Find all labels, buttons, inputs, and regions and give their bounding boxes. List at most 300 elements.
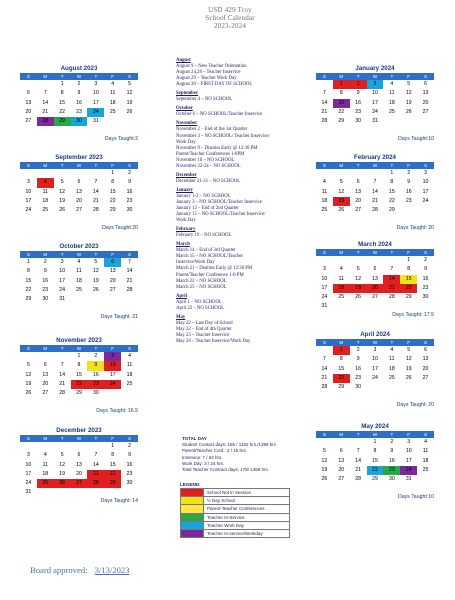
month-grid bbox=[316, 73, 434, 136]
day-cell: 24 bbox=[25, 480, 32, 487]
day-cell: 21 bbox=[372, 197, 378, 204]
empty-cell bbox=[316, 256, 333, 265]
weekday-header: M bbox=[333, 162, 350, 169]
month-title: February 2024 bbox=[354, 154, 396, 161]
day-cell: 22 bbox=[104, 470, 121, 479]
day-cell: 27 bbox=[338, 476, 345, 483]
weekday-header: T bbox=[54, 435, 71, 442]
weekday-header: S bbox=[316, 73, 333, 80]
month-calendar bbox=[20, 153, 138, 232]
weekday-header: S bbox=[121, 251, 138, 258]
day-cell: 25 bbox=[109, 108, 116, 115]
weekday-header: T bbox=[87, 345, 104, 352]
calendar-title: School Calendar bbox=[205, 14, 255, 22]
day-cell: 8 bbox=[373, 448, 377, 455]
day-cell: 5 bbox=[128, 81, 132, 87]
day-cell: 2 bbox=[128, 443, 132, 449]
empty-cell bbox=[333, 126, 350, 135]
event-line: May 24 – Teacher Inservice/Work Day bbox=[176, 338, 251, 344]
district-name: USD 429 Troy bbox=[208, 6, 252, 14]
weekday-header: S bbox=[20, 345, 37, 352]
day-cell: 21 bbox=[87, 470, 104, 479]
day-cell: 2 bbox=[43, 259, 47, 265]
days-taught: Days Taught: 16.5 bbox=[96, 407, 138, 414]
empty-cell bbox=[417, 117, 434, 126]
weekday-header: F bbox=[104, 345, 121, 352]
month-grid bbox=[20, 435, 138, 498]
empty-cell bbox=[37, 442, 54, 451]
day-cell: 27 bbox=[355, 207, 362, 214]
month-title: November 2023 bbox=[56, 337, 102, 344]
day-cell: 29 bbox=[109, 207, 116, 214]
empty-cell bbox=[20, 352, 37, 361]
approved-date-link[interactable]: 3/13/2023 bbox=[94, 565, 130, 575]
day-cell: 7 bbox=[43, 90, 47, 97]
weekday-header: M bbox=[37, 251, 54, 258]
day-cell: 9 bbox=[424, 266, 428, 273]
day-cell: 21 bbox=[321, 374, 328, 381]
event-month-title: January bbox=[176, 187, 194, 193]
weekday-header: T bbox=[350, 339, 367, 346]
day-cell: 28 bbox=[321, 118, 328, 125]
weekday-header: S bbox=[417, 162, 434, 169]
day-cell: 11 bbox=[338, 275, 344, 282]
day-cell: 30 bbox=[355, 118, 362, 125]
weekday-header: M bbox=[37, 162, 54, 169]
day-cell: 15 bbox=[109, 461, 116, 468]
empty-cell bbox=[316, 484, 333, 493]
day-cell: 23 bbox=[126, 197, 133, 204]
empty-cell bbox=[121, 398, 138, 407]
event-line: April 1 – NO SCHOOL bbox=[176, 299, 222, 305]
legend-item bbox=[180, 530, 290, 538]
day-cell: 13 bbox=[422, 356, 429, 363]
day-cell: 8 bbox=[339, 356, 343, 363]
empty-cell bbox=[316, 215, 333, 224]
day-cell: 29 bbox=[388, 207, 395, 214]
day-cell: 25 bbox=[37, 479, 54, 488]
day-cell: 5 bbox=[339, 179, 343, 186]
day-cell: 7 bbox=[390, 266, 394, 273]
empty-cell bbox=[54, 304, 71, 313]
day-cell: 28 bbox=[126, 286, 133, 293]
day-cell: 2 bbox=[390, 439, 394, 445]
legend-swatch bbox=[181, 497, 204, 504]
day-cell: 4 bbox=[322, 179, 326, 186]
empty-cell bbox=[417, 475, 434, 484]
empty-cell bbox=[37, 488, 54, 497]
empty-cell bbox=[383, 256, 400, 265]
day-cell: 8 bbox=[60, 90, 64, 97]
day-cell: 10 bbox=[422, 179, 429, 186]
day-cell: 1 bbox=[77, 353, 81, 359]
day-cell: 28 bbox=[372, 207, 378, 214]
legend-label: Teacher In-service/Workday bbox=[207, 531, 263, 537]
day-cell: 19 bbox=[126, 99, 133, 106]
day-cell: 3 bbox=[104, 352, 121, 361]
empty-cell bbox=[400, 215, 417, 224]
weekday-header: W bbox=[367, 249, 384, 256]
day-cell: 26 bbox=[59, 207, 66, 214]
weekday-header: W bbox=[367, 162, 384, 169]
month-title: October 2023 bbox=[59, 243, 99, 250]
event-line: Parent/Teacher Conference 1-8 PM bbox=[176, 272, 244, 278]
day-cell: 22 bbox=[109, 197, 116, 204]
totals-title: TOTAL DAY bbox=[182, 436, 207, 441]
day-cell: 22 bbox=[400, 284, 417, 293]
empty-cell bbox=[71, 398, 88, 407]
day-cell: 29 bbox=[338, 384, 345, 391]
empty-cell bbox=[417, 302, 434, 311]
empty-cell bbox=[367, 383, 384, 392]
day-cell: 16 bbox=[355, 365, 362, 372]
weekday-header: W bbox=[367, 339, 384, 346]
totals-box bbox=[182, 436, 310, 473]
day-cell: 4 bbox=[339, 266, 343, 273]
legend-label: School Not in Session bbox=[207, 490, 252, 496]
day-cell: 30 bbox=[422, 294, 429, 301]
weekday-header: T bbox=[54, 251, 71, 258]
day-cell: 28 bbox=[355, 476, 362, 483]
day-cell: 9 bbox=[356, 356, 360, 363]
empty-cell bbox=[333, 438, 350, 447]
day-cell: 26 bbox=[126, 108, 133, 115]
event-line: November 10 – NO SCHOOL bbox=[176, 157, 235, 163]
empty-cell bbox=[20, 442, 37, 451]
day-cell: 25 bbox=[338, 294, 345, 301]
event-month-title: March bbox=[176, 242, 190, 248]
day-cell: 10 bbox=[59, 268, 66, 275]
day-cell: 7 bbox=[60, 362, 64, 369]
day-cell: 23 bbox=[405, 197, 412, 204]
day-cell: 12 bbox=[92, 268, 99, 275]
day-cell: 4 bbox=[390, 347, 394, 353]
event-month-title: April bbox=[176, 293, 187, 299]
weekday-header: T bbox=[87, 435, 104, 442]
month-title: March 2024 bbox=[358, 241, 392, 248]
day-cell: 3 bbox=[94, 81, 98, 87]
day-cell: 13 bbox=[76, 188, 82, 195]
day-cell: 20 bbox=[25, 108, 32, 115]
weekday-header: M bbox=[37, 73, 54, 80]
empty-cell bbox=[350, 126, 367, 135]
event-line: Work Day bbox=[176, 218, 196, 224]
legend-rows bbox=[180, 488, 290, 538]
day-cell: 9 bbox=[407, 179, 411, 186]
month-grid bbox=[20, 162, 138, 225]
day-cell: 4 bbox=[77, 259, 81, 265]
day-cell: 30 bbox=[355, 384, 362, 391]
day-cell: 23 bbox=[355, 374, 362, 381]
day-cell: 15 bbox=[25, 277, 32, 284]
empty-cell bbox=[333, 392, 350, 401]
day-cell: 18 bbox=[422, 457, 429, 464]
day-cell: 7 bbox=[322, 356, 326, 363]
empty-cell bbox=[104, 398, 121, 407]
day-cell: 18 bbox=[76, 277, 82, 284]
event-section bbox=[176, 121, 310, 169]
day-cell: 19 bbox=[92, 277, 99, 284]
weekday-header: S bbox=[417, 73, 434, 80]
day-cell: 27 bbox=[71, 479, 88, 488]
day-cell: 29 bbox=[54, 117, 71, 126]
weekday-header: W bbox=[71, 73, 88, 80]
event-section bbox=[176, 106, 310, 118]
empty-cell bbox=[367, 169, 384, 178]
legend-title: LEGEND: bbox=[180, 482, 201, 487]
event-line: May 22 – Last Day of School bbox=[176, 320, 233, 326]
month-grid bbox=[316, 339, 434, 402]
day-cell: 6 bbox=[424, 81, 428, 87]
day-cell: 31 bbox=[25, 489, 32, 496]
day-cell: 26 bbox=[321, 476, 328, 483]
empty-cell bbox=[54, 398, 71, 407]
day-cell: 19 bbox=[350, 284, 367, 293]
day-cell: 24 bbox=[87, 108, 104, 117]
day-cell: 11 bbox=[422, 448, 429, 455]
empty-cell bbox=[383, 383, 400, 392]
weekday-header: W bbox=[367, 431, 384, 438]
empty-cell bbox=[350, 392, 367, 401]
event-line: November 9 – Dismiss Early @ 12:30 PM bbox=[176, 145, 258, 151]
day-cell: 25 bbox=[126, 380, 133, 387]
event-line: May 22 – End of 4th Quarter bbox=[176, 326, 232, 332]
event-line: Inservice/Work Day bbox=[176, 260, 215, 266]
day-cell: 17 bbox=[372, 365, 378, 372]
days-taught: Days Taught: 17.5 bbox=[392, 311, 434, 318]
day-cell: 3 bbox=[26, 179, 30, 186]
day-cell: 19 bbox=[405, 99, 412, 106]
day-cell: 10 bbox=[372, 356, 378, 363]
empty-cell bbox=[316, 80, 333, 89]
day-cell: 21 bbox=[92, 197, 99, 204]
month-calendar bbox=[316, 240, 434, 319]
day-cell: 20 bbox=[76, 470, 82, 477]
empty-cell bbox=[54, 169, 71, 178]
day-cell: 15 bbox=[76, 371, 82, 378]
day-cell: 10 bbox=[25, 461, 32, 468]
empty-cell bbox=[417, 126, 434, 135]
day-cell: 11 bbox=[389, 90, 395, 97]
day-cell: 11 bbox=[126, 362, 133, 369]
day-cell: 12 bbox=[321, 457, 328, 464]
day-cell: 26 bbox=[405, 108, 412, 115]
weekday-header: F bbox=[104, 251, 121, 258]
empty-cell bbox=[87, 398, 104, 407]
empty-cell bbox=[367, 126, 384, 135]
empty-cell bbox=[54, 215, 71, 224]
day-cell: 21 bbox=[383, 284, 400, 293]
empty-cell bbox=[37, 352, 54, 361]
empty-cell bbox=[350, 215, 367, 224]
day-cell: 16 bbox=[126, 461, 133, 468]
weekday-header: T bbox=[350, 73, 367, 80]
event-line: August 29 – Teacher Work Day bbox=[176, 76, 237, 82]
event-line: August 9 – New Teacher Orientation bbox=[176, 64, 247, 70]
legend-swatch bbox=[181, 514, 204, 521]
event-month-title: December bbox=[176, 172, 197, 178]
day-cell: 5 bbox=[356, 266, 360, 273]
day-cell: 10 bbox=[405, 448, 412, 455]
day-cell: 18 bbox=[388, 365, 395, 372]
day-cell: 6 bbox=[26, 90, 30, 97]
day-cell: 5 bbox=[60, 452, 64, 459]
empty-cell bbox=[383, 302, 400, 311]
weekday-header: T bbox=[350, 431, 367, 438]
day-cell: 8 bbox=[339, 90, 343, 97]
day-cell: 14 bbox=[383, 275, 400, 284]
day-cell: 19 bbox=[59, 197, 66, 204]
day-cell: 20 bbox=[109, 277, 116, 284]
empty-cell bbox=[417, 383, 434, 392]
weekday-header: M bbox=[37, 435, 54, 442]
event-line: March 14 – End of 3rd Quarter bbox=[176, 248, 236, 254]
day-cell: 10 bbox=[25, 188, 32, 195]
event-month-title: August bbox=[176, 58, 191, 63]
day-cell: 1 bbox=[333, 80, 350, 89]
weekday-header: W bbox=[71, 435, 88, 442]
event-line: May 23 – Teacher Inservice bbox=[176, 332, 230, 338]
day-cell: 22 bbox=[71, 380, 88, 389]
weekday-header: T bbox=[350, 162, 367, 169]
empty-cell bbox=[383, 126, 400, 135]
event-line: March 22 – NO SCHOOL bbox=[176, 278, 227, 284]
days-taught: Days Taught: 20 bbox=[396, 224, 434, 231]
empty-cell bbox=[400, 484, 417, 493]
day-cell: 14 bbox=[42, 99, 49, 106]
approved-label: Board approved: bbox=[30, 565, 88, 575]
empty-cell bbox=[104, 215, 121, 224]
empty-cell bbox=[87, 304, 104, 313]
day-cell: 2 bbox=[128, 170, 132, 176]
day-cell: 29 bbox=[76, 390, 82, 397]
day-cell: 15 bbox=[338, 365, 345, 372]
day-cell: 17 bbox=[109, 371, 116, 378]
month-grid bbox=[20, 251, 138, 314]
month-calendar bbox=[20, 242, 138, 321]
day-cell: 11 bbox=[110, 90, 116, 97]
day-cell: 28 bbox=[388, 294, 395, 301]
day-cell: 7 bbox=[373, 179, 377, 186]
day-cell: 30 bbox=[126, 207, 133, 214]
day-cell: 20 bbox=[422, 99, 429, 106]
day-cell: 12 bbox=[338, 188, 345, 195]
day-cell: 23 bbox=[87, 380, 104, 389]
days-taught: Days Taught:10 bbox=[398, 493, 434, 500]
day-cell: 14 bbox=[372, 188, 378, 195]
day-cell: 14 bbox=[92, 461, 99, 468]
day-cell: 13 bbox=[42, 371, 49, 378]
day-cell: 25 bbox=[321, 207, 328, 214]
day-cell: 1 bbox=[390, 170, 394, 176]
empty-cell bbox=[417, 484, 434, 493]
day-cell: 19 bbox=[405, 365, 412, 372]
day-cell: 7 bbox=[128, 259, 132, 265]
day-cell: 6 bbox=[424, 347, 428, 353]
day-cell: 31 bbox=[92, 118, 99, 125]
day-cell: 27 bbox=[42, 390, 49, 397]
day-cell: 13 bbox=[25, 99, 32, 106]
day-cell: 29 bbox=[338, 118, 345, 125]
legend-label: Teacher Work Day bbox=[207, 522, 244, 528]
event-month-title: November bbox=[176, 121, 198, 127]
day-cell: 10 bbox=[321, 275, 328, 282]
empty-cell bbox=[400, 117, 417, 126]
day-cell: 2 bbox=[424, 257, 428, 263]
event-line: February 19 – NO SCHOOL bbox=[176, 233, 232, 239]
empty-cell bbox=[20, 80, 37, 89]
month-calendar bbox=[316, 64, 434, 143]
weekday-header: T bbox=[54, 345, 71, 352]
day-cell: 1 bbox=[111, 443, 115, 449]
empty-cell bbox=[333, 302, 350, 311]
day-cell: 16 bbox=[76, 99, 82, 106]
empty-cell bbox=[71, 295, 88, 304]
empty-cell bbox=[367, 484, 384, 493]
calendar-header bbox=[180, 6, 280, 30]
day-cell: 17 bbox=[92, 99, 99, 106]
weekday-header: T bbox=[383, 339, 400, 346]
day-cell: 8 bbox=[77, 362, 81, 369]
day-cell: 21 bbox=[321, 108, 328, 115]
events-list bbox=[176, 58, 310, 348]
day-cell: 9 bbox=[128, 452, 132, 459]
day-cell: 28 bbox=[92, 207, 99, 214]
empty-cell bbox=[333, 484, 350, 493]
month-calendar bbox=[316, 422, 434, 501]
empty-cell bbox=[20, 126, 37, 135]
weekday-header: F bbox=[400, 339, 417, 346]
day-cell: 18 bbox=[42, 197, 49, 204]
day-cell: 10 bbox=[104, 361, 121, 370]
empty-cell bbox=[316, 438, 333, 447]
day-cell: 18 bbox=[333, 284, 350, 293]
day-cell: 26 bbox=[405, 374, 412, 381]
day-cell: 23 bbox=[383, 466, 400, 475]
empty-cell bbox=[87, 295, 104, 304]
day-cell: 5 bbox=[322, 448, 326, 455]
weekday-header: S bbox=[316, 249, 333, 256]
legend bbox=[180, 482, 290, 538]
day-cell: 1 bbox=[60, 81, 64, 87]
day-cell: 24 bbox=[321, 294, 328, 301]
empty-cell bbox=[104, 295, 121, 304]
empty-cell bbox=[37, 126, 54, 135]
day-cell: 20 bbox=[355, 197, 362, 204]
empty-cell bbox=[121, 304, 138, 313]
weekday-header: M bbox=[333, 431, 350, 438]
day-cell: 7 bbox=[94, 452, 98, 459]
day-cell: 30 bbox=[92, 390, 99, 397]
weekday-header: S bbox=[417, 431, 434, 438]
day-cell: 17 bbox=[25, 470, 32, 477]
day-cell: 11 bbox=[76, 268, 82, 275]
month-grid bbox=[316, 162, 434, 225]
weekday-header: S bbox=[121, 162, 138, 169]
month-title: January 2024 bbox=[355, 65, 395, 72]
day-cell: 14 bbox=[92, 188, 99, 195]
event-line: Work Day bbox=[176, 139, 196, 145]
empty-cell bbox=[121, 389, 138, 398]
day-cell: 11 bbox=[42, 188, 48, 195]
day-cell: 21 bbox=[42, 108, 49, 115]
empty-cell bbox=[104, 117, 121, 126]
empty-cell bbox=[350, 302, 367, 311]
month-title: August 2023 bbox=[60, 65, 98, 72]
empty-cell bbox=[87, 488, 104, 497]
empty-cell bbox=[316, 126, 333, 135]
event-line: December 21-31 – NO SCHOOL bbox=[176, 178, 241, 184]
